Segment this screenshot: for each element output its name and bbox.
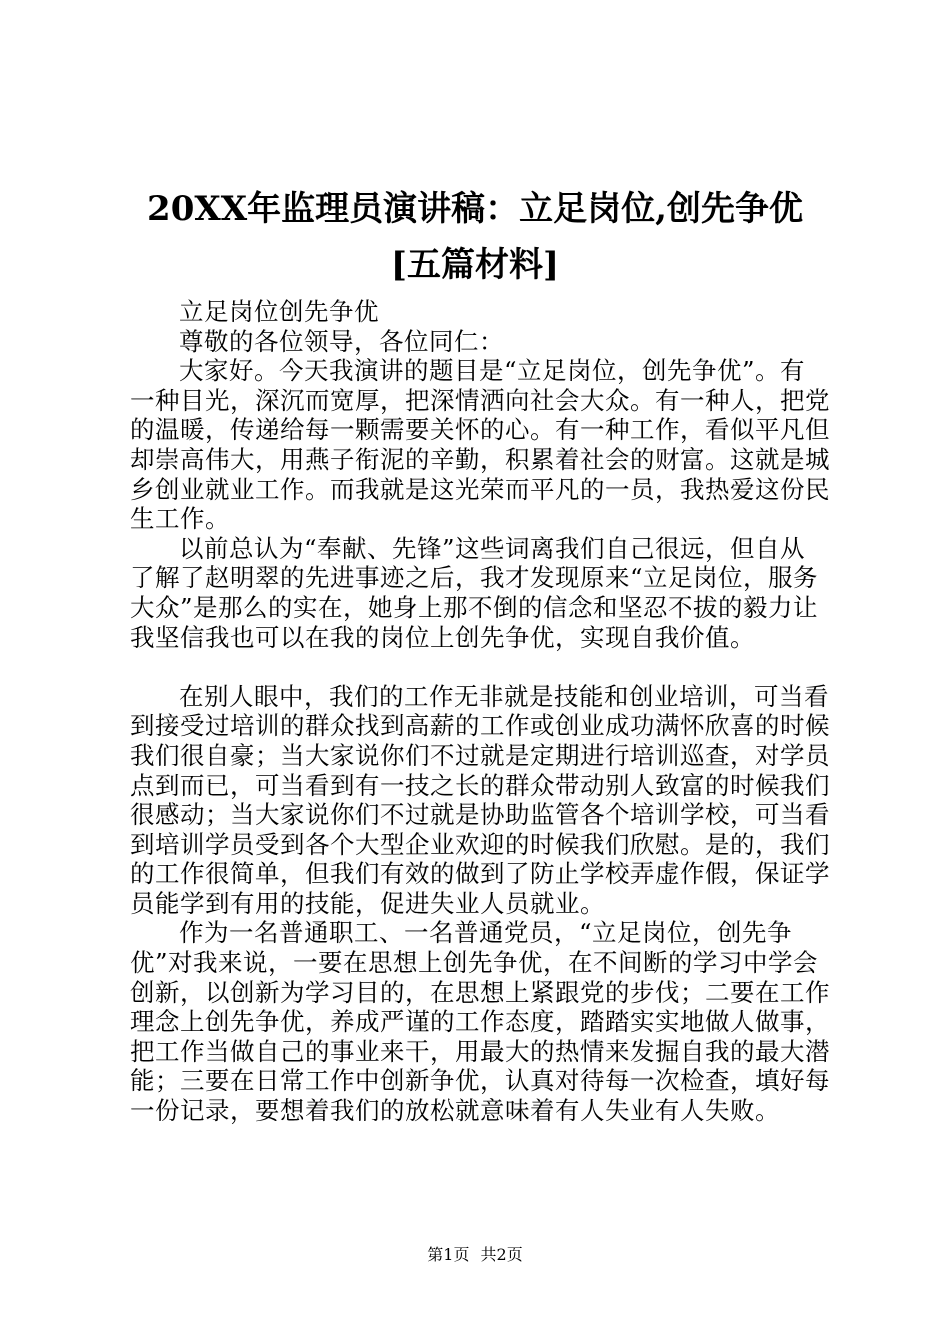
page-footer bbox=[0, 1244, 950, 1266]
page-number-total: 共2页 bbox=[480, 1245, 523, 1264]
paragraph-intro: 大家好。今天我演讲的题目是“立足岗位，创先争优”。有一种目光，深沉而宽厚，把深情洒向社会大众。有一种人，把党的温暖，传递给每一颗需要关怀的心。有一种工作，看似平凡但却崇高伟大，用燕子衔泥的辛勤，积累着社会的财富。这就是城乡创业就业工作。而我就是这光荣而平凡的一员，我热爱这份民生工作。 bbox=[130, 356, 830, 534]
document-title-line1: 20XX年监理员演讲稿：立足岗位,创先争优 bbox=[147, 189, 803, 229]
paragraph-work: 在别人眼中，我们的工作无非就是技能和创业培训，可当看到接受过培训的群众找到高薪的工作或创业成功满怀欣喜的时候我们很自豪；当大家说你们不过就是定期进行培训巡查，对学员点到而已，可当看到有一技之长的群众带动别人致富的时候我们很感动；当大家说你们不过就是协助监管各个培训学校，可当看到培训学员受到各个大型企业欢迎的时候我们欣慰。是的，我们的工作很简单，但我们有效的做到了防止学校弄虚作假，保证学员能学到有用的技能，促进失业人员就业。 bbox=[130, 681, 830, 918]
page-number-current: 第1页 bbox=[427, 1245, 470, 1264]
paragraph-inspiration: 以前总认为“奉献、先锋”这些词离我们自己很远，但自从了解了赵明翠的先进事迹之后，我才发现原来“立足岗位，服务大众”是那么的实在，她身上那不倒的信念和坚忍不拔的毅力让我坚信我也可以在我的岗位上创先争优，实现自我价值。 bbox=[130, 533, 819, 652]
paragraph-commitment: 作为一名普通职工、一名普通党员，“立足岗位，创先争优”对我来说，一要在思想上创先争优，在不间断的学习中学会创新，以创新为学习目的，在思想上紧跟党的步伐；二要在工作理念上创先争优，养成严谨的工作态度，踏踏实实地做人做事，把工作当做自己的事业来干，用最大的热情来发掘自我的最大潜能；三要在日常工作中创新争优，认真对待每一次检查，填好每一份记录，要想着我们的放松就意味着有人失业有人失败。 bbox=[130, 918, 830, 1126]
document-title-line2: [五篇材料] bbox=[390, 245, 560, 285]
paragraph-subtitle: 立足岗位创先争优 bbox=[179, 297, 379, 326]
document-body bbox=[130, 297, 830, 1126]
paragraph-greeting: 尊敬的各位领导，各位同仁： bbox=[179, 326, 504, 356]
